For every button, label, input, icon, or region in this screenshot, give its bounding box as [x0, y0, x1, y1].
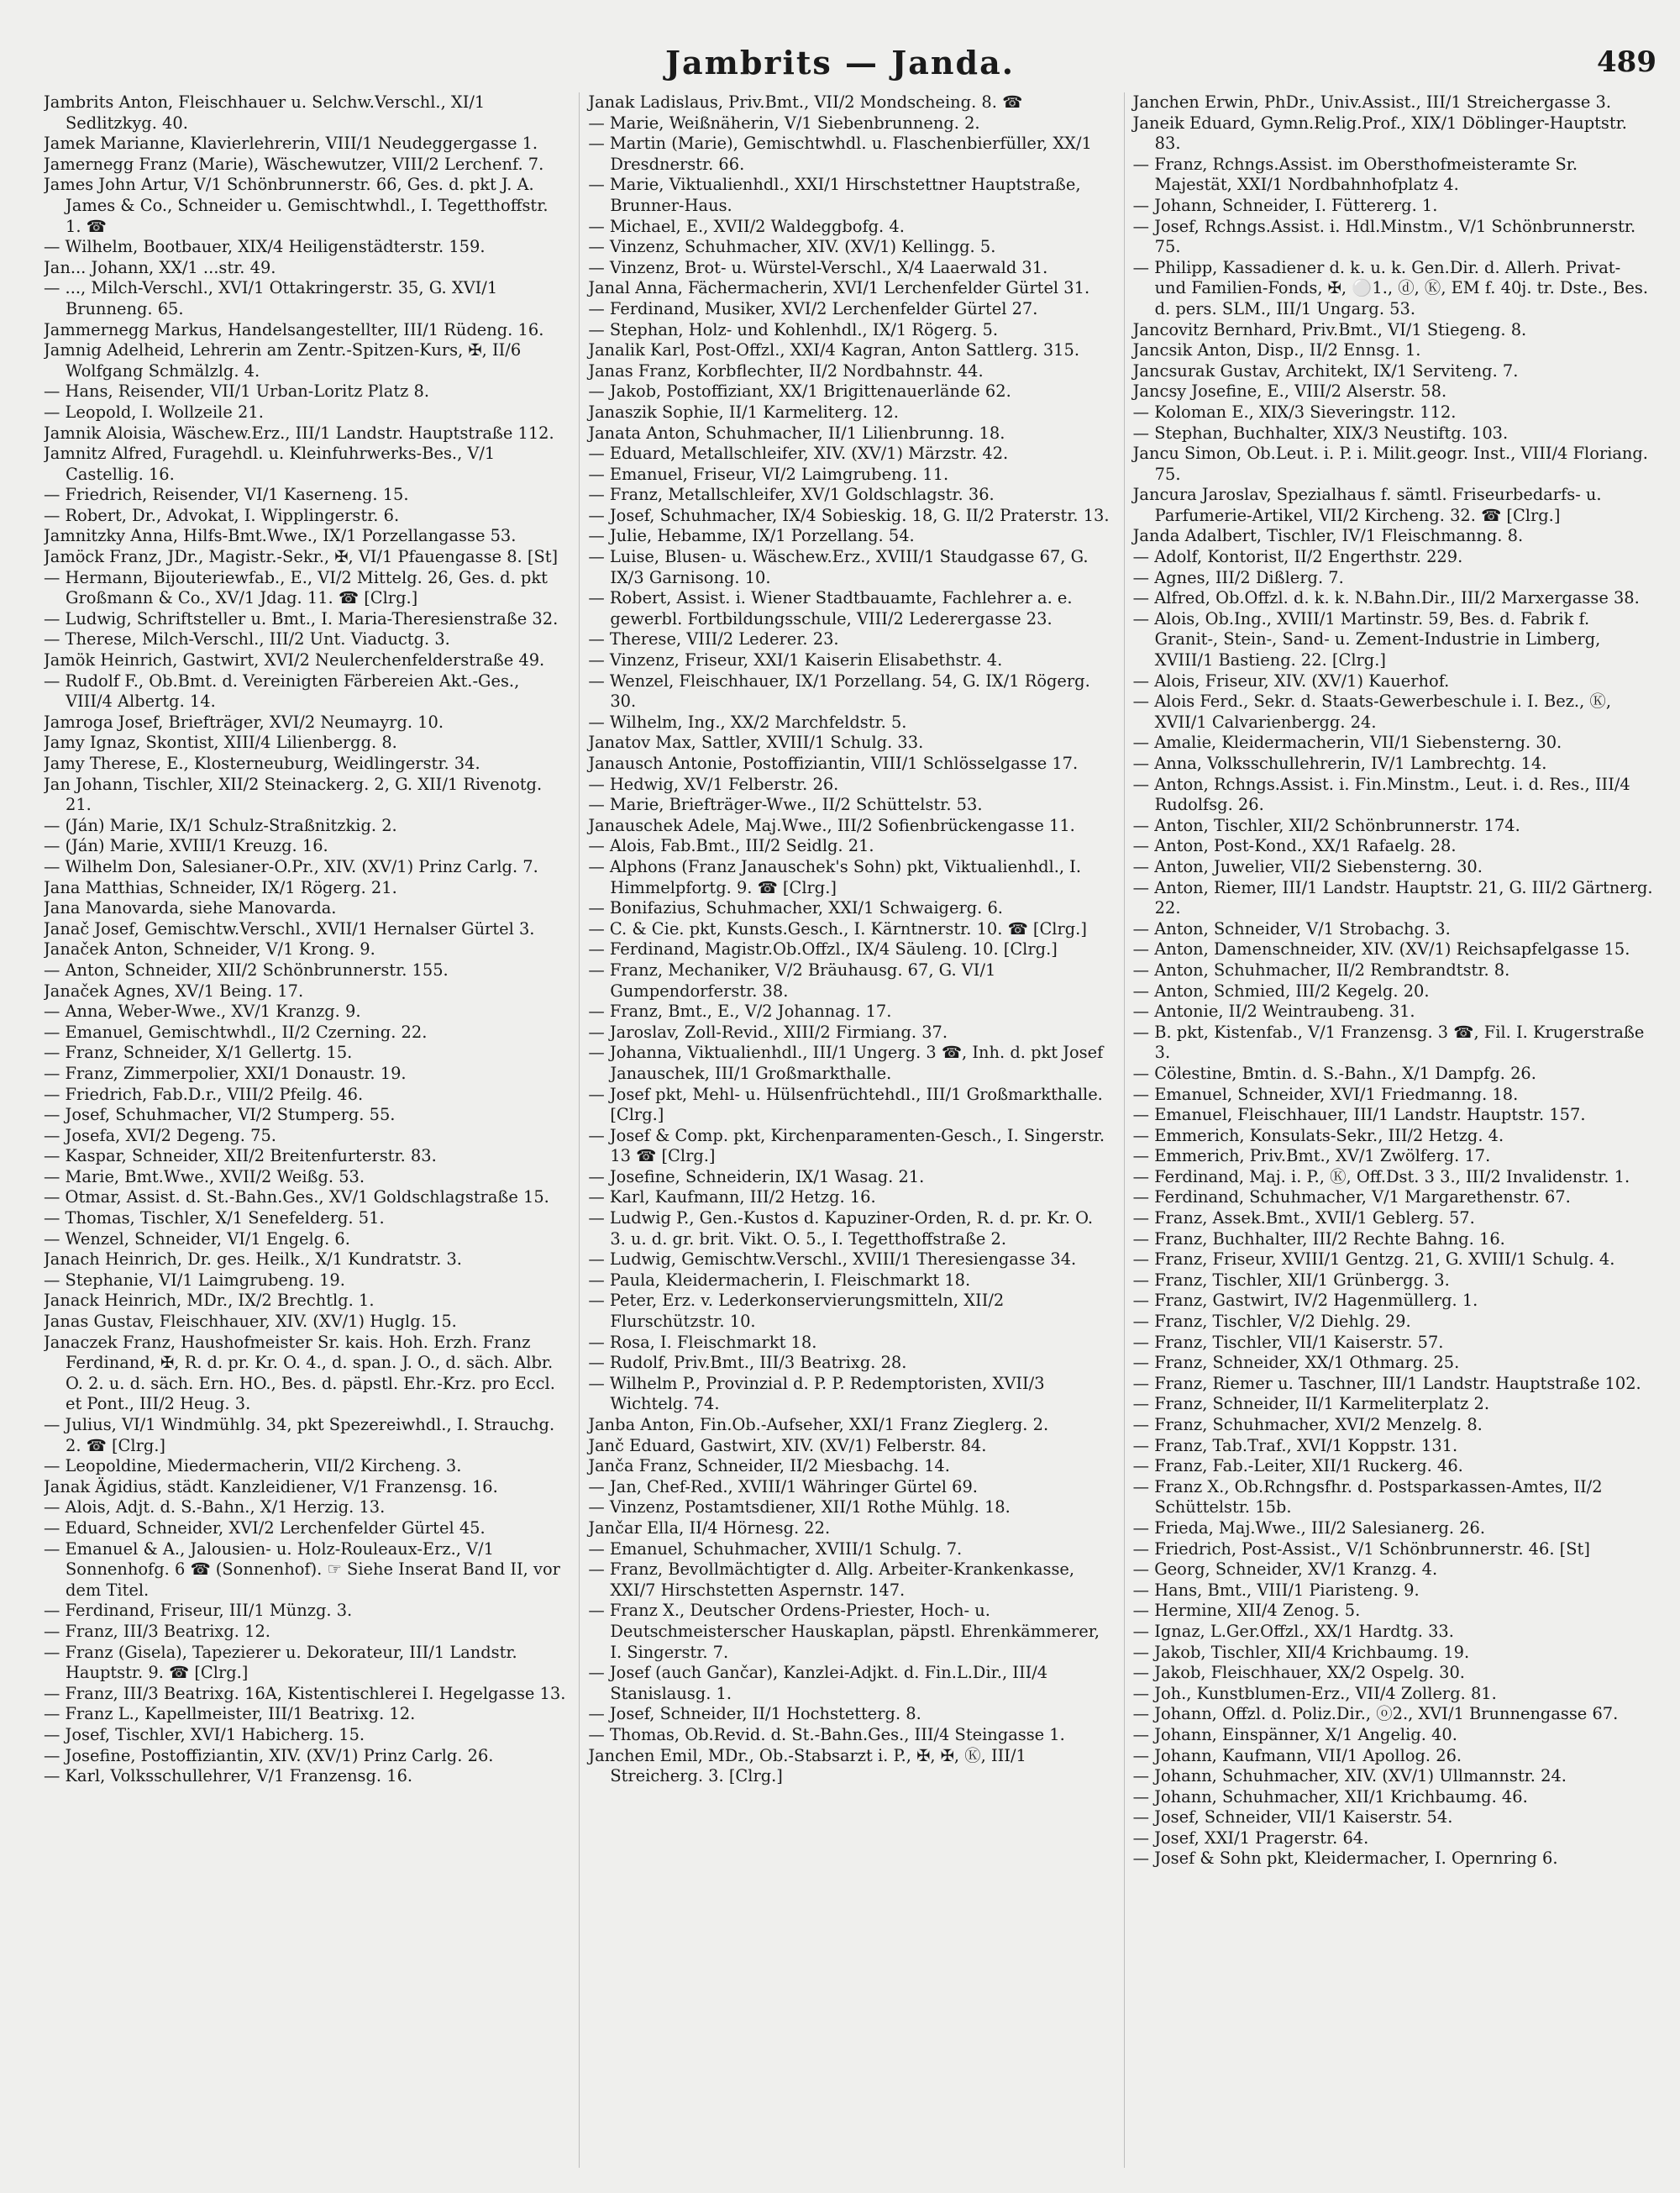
- directory-entry: — Marie, Weißnäherin, V/1 Siebenbrunneng. 2.: [588, 113, 980, 133]
- directory-entry: — Johann, Kaufmann, VII/1 Apollog. 26.: [1132, 1745, 1462, 1765]
- directory-entry: — Luise, Blusen- u. Wäschew.Erz., XVIII/1 Staudgasse 67, G. IX/3 Garnisong. 10.: [588, 547, 1089, 587]
- directory-entry: — Cölestine, Bmtin. d. S.-Bahn., X/1 Dampfg. 26.: [1132, 1063, 1536, 1083]
- directory-entry: — Josef & Comp. pkt, Kirchenparamenten-Gesch., I. Singerstr. 13 ☎ [Clrg.]: [588, 1125, 1105, 1166]
- directory-entry: — Robert, Dr., Advokat, I. Wipplingerstr. 6.: [44, 505, 400, 525]
- directory-entry: Janatov Max, Sattler, XVIII/1 Schulg. 33.: [588, 733, 924, 753]
- directory-entry: — Franz, Tischler, V/2 Diehlg. 29.: [1132, 1312, 1411, 1332]
- directory-entry: — Anton, Schneider, V/1 Strobachg. 3.: [1132, 918, 1451, 939]
- directory-entry: — Ludwig, Gemischtw.Verschl., XVIII/1 Theresiengasse 34.: [588, 1249, 1077, 1270]
- directory-entry: — Franz, Assek.Bmt., XVII/1 Geblerg. 57.: [1132, 1208, 1475, 1228]
- directory-entry: — Franz, Rchngs.Assist. im Obersthofmeisteramte Sr. Majestät, XXI/1 Nordbahnhofplatz 4.: [1132, 154, 1578, 195]
- directory-entry: — Stephan, Holz- und Kohlenhdl., IX/1 Rögerg. 5.: [588, 319, 999, 339]
- directory-entry: Janas Franz, Korbflechter, II/2 Nordbahnstr. 44.: [588, 360, 984, 381]
- directory-entry: Jamnitzky Anna, Hilfs-Bmt.Wwe., IX/1 Porzellangasse 53.: [44, 526, 517, 546]
- directory-entry: — Emanuel, Schuhmacher, XVIII/1 Schulg. 7.: [588, 1538, 963, 1559]
- directory-entry: — Franz, Gastwirt, IV/2 Hagenmüllerg. 1.: [1132, 1291, 1478, 1311]
- directory-entry: — Wilhelm, Bootbauer, XIX/4 Heiligenstädterstr. 159.: [44, 237, 486, 257]
- directory-entry: Jancsurak Gustav, Architekt, IX/1 Serviteng. 7.: [1132, 360, 1519, 381]
- directory-entry: — (Ján) Marie, XVIII/1 Kreuzg. 16.: [44, 836, 328, 856]
- directory-entry: — Alfred, Ob.Offzl. d. k. k. N.Bahn.Dir., III/2 Marxergasse 38.: [1132, 588, 1640, 608]
- directory-entry: — Franz, Mechaniker, V/2 Bräuhausg. 67, G. VI/1 Gumpendorferstr. 38.: [588, 960, 996, 1001]
- column-2: [579, 92, 1111, 2168]
- directory-entry: Jancsy Josefine, E., VIII/2 Alserstr. 58.: [1132, 381, 1447, 402]
- directory-entry: — Franz, Bevollmächtigter d. Allg. Arbeiter-Krankenkasse, XXI/7 Hirschstetten Aspernstr. 147.: [588, 1559, 1075, 1600]
- directory-entry: Janč Eduard, Gastwirt, XIV. (XV/1) Felberstr. 84.: [588, 1435, 987, 1455]
- directory-entry: — Josef & Sohn pkt, Kleidermacher, I. Opernring 6.: [1132, 1849, 1558, 1869]
- directory-entry: Janba Anton, Fin.Ob.-Aufseher, XXI/1 Franz Zieglerg. 2.: [588, 1415, 1049, 1434]
- directory-entry: — Friedrich, Reisender, VI/1 Kaserneng. 15.: [44, 485, 409, 505]
- directory-entry: — Ferdinand, Friseur, III/1 Münzg. 3.: [44, 1601, 353, 1621]
- directory-entry: — Emanuel, Fleischhauer, III/1 Landstr. Hauptstr. 157.: [1132, 1105, 1586, 1125]
- directory-entry: Janauschek Adele, Maj.Wwe., III/2 Sofienbrückengasse 11.: [588, 815, 1075, 835]
- directory-entry: Jana Manovarda, siehe Manovarda.: [44, 898, 337, 918]
- directory-entry: Janaček Anton, Schneider, V/1 Krong. 9.: [44, 939, 375, 960]
- directory-entry: — Karl, Kaufmann, III/2 Hetzg. 16.: [588, 1187, 876, 1207]
- directory-entry: — Julius, VI/1 Windmühlg. 34, pkt Spezereiwhdl., I. Strauchg. 2. ☎ [Clrg.]: [44, 1415, 555, 1455]
- directory-entry: — Alois Ferd., Sekr. d. Staats-Gewerbeschule i. I. Bez., Ⓚ, XVII/1 Calvarienbergg. 24.: [1132, 692, 1611, 732]
- page-number: 489: [1597, 45, 1656, 79]
- directory-entry: — Joh., Kunstblumen-Erz., VII/4 Zollerg. 81.: [1132, 1683, 1497, 1703]
- directory-entry: — Michael, E., XVII/2 Waldeggbofg. 4.: [588, 216, 905, 236]
- directory-entry: — Friedrich, Post-Assist., V/1 Schönbrunnerstr. 46. [St]: [1132, 1538, 1590, 1559]
- directory-entry: — Hermine, XII/4 Zenog. 5.: [1132, 1601, 1361, 1621]
- directory-entry: Jamernegg Franz (Marie), Wäschewutzer, VIII/2 Lerchenf. 7.: [44, 154, 544, 174]
- directory-entry: Jamek Marianne, Klavierlehrerin, VIII/1 Neudeggergasse 1.: [44, 134, 538, 154]
- directory-entry: — Franz, Friseur, XVIII/1 Gentzg. 21, G. XVIII/1 Schulg. 4.: [1132, 1249, 1615, 1270]
- directory-entry: Jamroga Josef, Briefträger, XVI/2 Neumayrg. 10.: [44, 712, 444, 732]
- directory-entry: — Franz, Buchhalter, III/2 Rechte Bahng. 16.: [1132, 1228, 1505, 1249]
- directory-entry: — Johann, Einspänner, X/1 Angelig. 40.: [1132, 1724, 1457, 1744]
- directory-entry: — Josef, Schuhmacher, VI/2 Stumperg. 55.: [44, 1105, 396, 1125]
- directory-entry: — Georg, Schneider, XV/1 Kranzg. 4.: [1132, 1559, 1438, 1580]
- directory-entry: Janaszik Sophie, II/1 Karmeliterg. 12.: [588, 402, 899, 422]
- directory-entry: — Wenzel, Schneider, VI/1 Engelg. 6.: [44, 1228, 350, 1249]
- directory-entry: Jančar Ella, II/4 Hörnesg. 22.: [588, 1517, 831, 1538]
- directory-entry: — Marie, Bmt.Wwe., XVII/2 Weißg. 53.: [44, 1166, 365, 1186]
- running-head: Jambrits — Janda.: [665, 44, 1015, 82]
- directory-entry: — Franz, Tischler, VII/1 Kaiserstr. 57.: [1132, 1332, 1444, 1352]
- directory-entry: Jan... Johann, XX/1 ...str. 49.: [44, 257, 276, 277]
- directory-entry: — Therese, Milch-Verschl., III/2 Unt. Viaductg. 3.: [44, 629, 450, 649]
- directory-entry: Janchen Emil, MDr., Ob.-Stabsarzt i. P., ✠, ✠, Ⓚ, III/1 Streicherg. 3. [Clrg.]: [588, 1745, 1026, 1786]
- directory-entry: — Josef pkt, Mehl- u. Hülsenfrüchtehdl., III/1 Großmarkthalle. [Clrg.]: [588, 1084, 1103, 1125]
- directory-entry: — Anton, Schneider, XII/2 Schönbrunnerstr. 155.: [44, 960, 449, 980]
- directory-entry: Janča Franz, Schneider, II/2 Miesbachg. 14.: [588, 1456, 950, 1476]
- directory-entry: — Anton, Riemer, III/1 Landstr. Hauptstr. 21, G. III/2 Gärtnerg. 22.: [1132, 877, 1653, 918]
- directory-entry: — Robert, Assist. i. Wiener Stadtbauamte, Fachlehrer a. e. gewerbl. Fortbildungsschule, VIII/2 Lederergasse 23.: [588, 588, 1073, 628]
- directory-entry: — Antonie, II/2 Weintraubeng. 31.: [1132, 1002, 1415, 1022]
- directory-entry: — Franz L., Kapellmeister, III/1 Beatrixg. 12.: [44, 1704, 416, 1724]
- directory-entry: — Josefa, XVI/2 Degeng. 75.: [44, 1125, 276, 1145]
- directory-entry: — Alois, Adjt. d. S.-Bahn., X/1 Herzig. 13.: [44, 1497, 386, 1517]
- directory-entry: — Anton, Tischler, XII/2 Schönbrunnerstr. 174.: [1132, 815, 1520, 835]
- directory-entry: — Therese, VIII/2 Lederer. 23.: [588, 629, 839, 649]
- directory-entry: — Friedrich, Fab.D.r., VIII/2 Pfeilg. 46.: [44, 1084, 364, 1104]
- directory-entry: Jambrits Anton, Fleischhauer u. Selchw.Verschl., XI/1 Sedlitzkyg. 40.: [44, 92, 486, 133]
- directory-entry: — Ferdinand, Schuhmacher, V/1 Margarethenstr. 67.: [1132, 1187, 1571, 1207]
- directory-entry: — Emanuel & A., Jalousien- u. Holz-Rouleaux-Erz., V/1 Sonnenhofg. 6 ☎ (Sonnenhof). ☞ Siehe Inserat Band II, vor dem Titel.: [44, 1538, 560, 1600]
- directory-entry: — Anton, Juwelier, VII/2 Siebensterng. 30.: [1132, 856, 1483, 876]
- directory-entry: — Rudolf F., Ob.Bmt. d. Vereinigten Färbereien Akt.-Ges., VIII/4 Albertg. 14.: [44, 671, 520, 712]
- directory-entry: — Franz, Tab.Traf., XVI/1 Koppstr. 131.: [1132, 1435, 1458, 1455]
- directory-entry: — Franz, Riemer u. Taschner, III/1 Landstr. Hauptstraße 102.: [1132, 1373, 1641, 1393]
- directory-entry: — Leopold, I. Wollzeile 21.: [44, 402, 264, 422]
- directory-entry: — Koloman E., XIX/3 Sieveringstr. 112.: [1132, 402, 1457, 422]
- directory-entry: — Johann, Schuhmacher, XII/1 Krichbaumg. 46.: [1132, 1786, 1528, 1806]
- directory-entry: — Franz, Schneider, X/1 Gellertg. 15.: [44, 1043, 353, 1063]
- column-3: [1124, 92, 1656, 2168]
- directory-entry: — Josef, Tischler, XVI/1 Habicherg. 15.: [44, 1724, 365, 1744]
- directory-entry: — Jakob, Fleischhauer, XX/2 Ospelg. 30.: [1132, 1663, 1465, 1683]
- directory-entry: — Karl, Volksschullehrer, V/1 Franzensg. 16.: [44, 1766, 413, 1786]
- directory-entry: Jana Matthias, Schneider, IX/1 Rögerg. 21.: [44, 877, 397, 897]
- directory-entry: Jancu Simon, Ob.Leut. i. P. i. Milit.geogr. Inst., VIII/4 Floriang. 75.: [1132, 444, 1648, 484]
- directory-entry: — Emmerich, Priv.Bmt., XV/1 Zwölferg. 17.: [1132, 1146, 1491, 1166]
- directory-entry: Jancovitz Bernhard, Priv.Bmt., VI/1 Stiegeng. 8.: [1132, 319, 1527, 339]
- directory-entry: — Eduard, Schneider, XVI/2 Lerchenfelder Gürtel 45.: [44, 1517, 486, 1538]
- directory-entry: — Franz, Schneider, II/1 Karmeliterplatz 2.: [1132, 1394, 1489, 1414]
- directory-entry: — Thomas, Ob.Revid. d. St.-Bahn.Ges., III/4 Steingasse 1.: [588, 1724, 1065, 1744]
- directory-entry: — Josefine, Postoffiziantin, XIV. (XV/1) Prinz Carlg. 26.: [44, 1745, 494, 1765]
- directory-entry: — Thomas, Tischler, X/1 Senefelderg. 51.: [44, 1208, 385, 1228]
- directory-entry: Janas Gustav, Fleischhauer, XIV. (XV/1) Huglg. 15.: [44, 1312, 457, 1332]
- directory-entry: — Jakob, Tischler, XII/4 Krichbaumg. 19.: [1132, 1642, 1470, 1662]
- directory-entry: — Anton, Schuhmacher, II/2 Rembrandtstr. 8.: [1132, 960, 1510, 980]
- directory-entry: Jamök Heinrich, Gastwirt, XVI/2 Neulerchenfelderstraße 49.: [44, 650, 545, 671]
- directory-entry: Janata Anton, Schuhmacher, II/1 Lilienbrunng. 18.: [588, 423, 1005, 443]
- directory-entry: — Alois, Fab.Bmt., III/2 Seidlg. 21.: [588, 836, 874, 856]
- directory-entry: — Anton, Damenschneider, XIV. (XV/1) Reichsapfelgasse 15.: [1132, 939, 1630, 960]
- directory-entry: — Franz, Zimmerpolier, XXI/1 Donaustr. 19.: [44, 1063, 407, 1083]
- directory-entry: — Vinzenz, Friseur, XXI/1 Kaiserin Elisabethstr. 4.: [588, 650, 1003, 671]
- directory-entry: — Johann, Schneider, I. Füttererg. 1.: [1132, 195, 1438, 215]
- directory-entry: — Josef, Schneider, VII/1 Kaiserstr. 54.: [1132, 1807, 1453, 1828]
- directory-entry: — Martin (Marie), Gemischtwhdl. u. Flaschenbierfüller, XX/1 Dresdnerstr. 66.: [588, 134, 1092, 174]
- directory-entry: — Otmar, Assist. d. St.-Bahn.Ges., XV/1 Goldschlagstraße 15.: [44, 1187, 549, 1207]
- directory-entry: — B. pkt, Kistenfab., V/1 Franzensg. 3 ☎, Fil. I. Krugerstraße 3.: [1132, 1022, 1645, 1063]
- directory-entry: Janda Adalbert, Tischler, IV/1 Fleischmanng. 8.: [1132, 526, 1524, 546]
- directory-entry: — Anna, Volksschullehrerin, IV/1 Lambrechtg. 14.: [1132, 754, 1547, 773]
- directory-entry: — Josef (auch Gančar), Kanzlei-Adjkt. d. Fin.L.Dir., III/4 Stanislausg. 1.: [588, 1663, 1048, 1703]
- directory-entry: — Wilhelm, Ing., XX/2 Marchfeldstr. 5.: [588, 712, 907, 732]
- directory-entry: — Emanuel, Schneider, XVI/1 Friedmanng. 18.: [1132, 1084, 1519, 1104]
- directory-entry: Jancura Jaroslav, Spezialhaus f. sämtl. Friseurbedarfs- u. Parfumerie-Artikel, VII/2 Kircheng. 32. ☎ [Clrg.]: [1132, 485, 1602, 525]
- directory-entry: — Hedwig, XV/1 Felberstr. 26.: [588, 774, 839, 794]
- directory-entry: — Rudolf, Priv.Bmt., III/3 Beatrixg. 28.: [588, 1353, 907, 1373]
- directory-entry: — Hans, Bmt., VIII/1 Piaristeng. 9.: [1132, 1580, 1420, 1600]
- directory-entry: Janeik Eduard, Gymn.Relig.Prof., XIX/1 Döblinger-Hauptstr. 83.: [1132, 113, 1627, 154]
- column-1: [44, 92, 567, 2168]
- directory-entry: — Wilhelm P., Provinzial d. P. P. Redemptoristen, XVII/3 Wichtelg. 74.: [588, 1373, 1045, 1414]
- directory-entry: — Wilhelm Don, Salesianer-O.Pr., XIV. (XV/1) Prinz Carlg. 7.: [44, 856, 538, 876]
- directory-entry: — Ferdinand, Magistr.Ob.Offzl., IX/4 Säuleng. 10. [Clrg.]: [588, 939, 1058, 960]
- directory-entry: — Emanuel, Friseur, VI/2 Laimgrubeng. 11.: [588, 464, 949, 484]
- directory-entry: Janač Josef, Gemischtw.Verschl., XVII/1 Hernalser Gürtel 3.: [44, 918, 535, 939]
- directory-entry: Janaček Agnes, XV/1 Being. 17.: [44, 981, 304, 1001]
- directory-entry: — Josef, Rchngs.Assist. i. Hdl.Minstm., V/1 Schönbrunnerstr. 75.: [1132, 216, 1636, 257]
- directory-entry: Janak Ägidius, städt. Kanzleidiener, V/1 Franzensg. 16.: [44, 1476, 498, 1496]
- directory-entry: — Eduard, Metallschleifer, XIV. (XV/1) Märzstr. 42.: [588, 444, 1009, 464]
- directory-entry: — Agnes, III/2 Dißlerg. 7.: [1132, 567, 1344, 587]
- directory-entry: — Vinzenz, Schuhmacher, XIV. (XV/1) Kellingg. 5.: [588, 237, 996, 257]
- directory-entry: — Johann, Schuhmacher, XIV. (XV/1) Ullmannstr. 24.: [1132, 1766, 1567, 1786]
- directory-entry: — Emmerich, Konsulats-Sekr., III/2 Hetzg. 4.: [1132, 1125, 1504, 1145]
- directory-entry: — Kaspar, Schneider, XII/2 Breitenfurterstr. 83.: [44, 1146, 437, 1166]
- directory-entry: — Josef, XXI/1 Pragerstr. 64.: [1132, 1828, 1369, 1848]
- directory-entry: — (Ján) Marie, IX/1 Schulz-Straßnitzkig. 2.: [44, 815, 397, 835]
- directory-entry: — Jakob, Postoffiziant, XX/1 Brigittenauerlände 62.: [588, 381, 1011, 402]
- directory-entry: — Rosa, I. Fleischmarkt 18.: [588, 1332, 817, 1352]
- directory-entry: — ..., Milch-Verschl., XVI/1 Ottakringerstr. 35, G. XVI/1 Brunneng. 65.: [44, 278, 498, 318]
- directory-entry: James John Artur, V/1 Schönbrunnerstr. 66, Ges. d. pkt J. A. James & Co., Schneider u. Gemischtwhdl., I. Tegetthoffstr. 1. ☎: [44, 175, 549, 236]
- directory-entry: Jamnik Aloisia, Wäschew.Erz., III/1 Landstr. Hauptstraße 112.: [44, 423, 554, 443]
- directory-entry: — Julie, Hebamme, IX/1 Porzellang. 54.: [588, 526, 915, 546]
- directory-entry: — Marie, Briefträger-Wwe., II/2 Schüttelstr. 53.: [588, 795, 983, 815]
- directory-entry: — Leopoldine, Miedermacherin, VII/2 Kircheng. 3.: [44, 1456, 462, 1476]
- directory-entry: — Ferdinand, Maj. i. P., Ⓚ, Off.Dst. 3 3., III/2 Invalidenstr. 1.: [1132, 1166, 1630, 1186]
- directory-entry: — Franz, Schuhmacher, XVI/2 Menzelg. 8.: [1132, 1415, 1483, 1434]
- directory-entry: — Bonifazius, Schuhmacher, XXI/1 Schwaigerg. 6.: [588, 898, 1003, 918]
- directory-entry: — Alois, Ob.Ing., XVIII/1 Martinstr. 59, Bes. d. Fabrik f. Granit-, Stein-, Sand- u. Zement-Industrie in Limberg, XVIII/1 Bastieng. 22. [Clrg.]: [1132, 608, 1601, 671]
- directory-entry: — Peter, Erz. v. Lederkonservierungsmitteln, XII/2 Flurschützstr. 10.: [588, 1291, 1005, 1332]
- directory-entry: Janchen Erwin, PhDr., Univ.Assist., III/1 Streichergasse 3.: [1132, 92, 1612, 112]
- directory-entry: Jamy Ignaz, Skontist, XIII/4 Lilienbergg. 8.: [44, 733, 397, 753]
- directory-entry: Janalik Karl, Post-Offzl., XXI/4 Kagran, Anton Sattlerg. 315.: [588, 340, 1079, 360]
- directory-entry: — Josef, Schuhmacher, IX/4 Sobieskig. 18, G. II/2 Praterstr. 13.: [588, 505, 1110, 525]
- entry-columns: [44, 92, 1656, 2168]
- directory-entry: — Hermann, Bijouteriewfab., E., VI/2 Mittelg. 26, Ges. d. pkt Großmann & Co., XV/1 Jdag. 11. ☎ [Clrg.]: [44, 567, 548, 608]
- directory-entry: — Wenzel, Fleischhauer, IX/1 Porzellang. 54, G. IX/1 Rögerg. 30.: [588, 671, 1090, 712]
- directory-entry: — Alois, Friseur, XIV. (XV/1) Kauerhof.: [1132, 671, 1450, 691]
- directory-entry: Janack Heinrich, MDr., IX/2 Brechtlg. 1.: [44, 1291, 375, 1311]
- directory-entry: — Amalie, Kleidermacherin, VII/1 Siebensterng. 30.: [1132, 733, 1562, 753]
- directory-entry: Jamöck Franz, JDr., Magistr.-Sekr., ✠, VI/1 Pfauengasse 8. [St]: [44, 547, 559, 567]
- directory-entry: — Ludwig P., Gen.-Kustos d. Kapuziner-Orden, R. d. pr. Kr. O. 3. u. d. gr. brit. Vikt. O. 5., I. Tegetthoffstraße 2.: [588, 1208, 1094, 1249]
- directory-entry: Jamnig Adelheid, Lehrerin am Zentr.-Spitzen-Kurs, ✠, II/6 Wolfgang Schmälzlg. 4.: [44, 340, 522, 381]
- directory-entry: Jancsik Anton, Disp., II/2 Ennsg. 1.: [1132, 340, 1421, 360]
- directory-entry: Janausch Antonie, Postoffiziantin, VIII/1 Schlösselgasse 17.: [588, 754, 1079, 773]
- directory-entry: — C. & Cie. pkt, Kunsts.Gesch., I. Kärntnerstr. 10. ☎ [Clrg.]: [588, 918, 1087, 939]
- directory-entry: — Josefine, Schneiderin, IX/1 Wasag. 21.: [588, 1166, 925, 1186]
- directory-entry: — Franz X., Deutscher Ordens-Priester, Hoch- u. Deutschmeisterscher Hauskaplan, päpstl. Ehrenkämmerer, I. Singerstr. 7.: [588, 1601, 1100, 1662]
- directory-entry: — Emanuel, Gemischtwhdl., II/2 Czerning. 22.: [44, 1022, 428, 1042]
- directory-entry: Janak Ladislaus, Priv.Bmt., VII/2 Mondscheing. 8. ☎: [588, 92, 1023, 112]
- directory-entry: Jan Johann, Tischler, XII/2 Steinackerg. 2, G. XII/1 Rivenotg. 21.: [44, 774, 543, 815]
- directory-entry: — Ignaz, L.Ger.Offzl., XX/1 Hardtg. 33.: [1132, 1621, 1454, 1641]
- directory-entry: — Hans, Reisender, VII/1 Urban-Loritz Platz 8.: [44, 381, 429, 402]
- directory-entry: — Franz, III/3 Beatrixg. 12.: [44, 1621, 270, 1641]
- directory-entry: Jamy Therese, E., Klosterneuburg, Weidlingerstr. 34.: [44, 754, 480, 773]
- directory-entry: — Anton, Rchngs.Assist. i. Fin.Minstm., Leut. i. d. Res., III/4 Rudolfsg. 26.: [1132, 774, 1630, 815]
- directory-entry: — Franz, Schneider, XX/1 Othmarg. 25.: [1132, 1353, 1460, 1373]
- directory-entry: — Paula, Kleidermacherin, I. Fleischmarkt 18.: [588, 1270, 971, 1290]
- directory-entry: Janal Anna, Fächermacherin, XVI/1 Lerchenfelder Gürtel 31.: [588, 278, 1090, 298]
- directory-entry: Janach Heinrich, Dr. ges. Heilk., X/1 Kundratstr. 3.: [44, 1249, 462, 1270]
- directory-entry: Janaczek Franz, Haushofmeister Sr. kais. Hoh. Erzh. Franz Ferdinand, ✠, R. d. pr. Kr. O. 4., d. span. J. O., d. säch. Albr. O. 2. u. d. säch. Ern. HO., Bes. d. päpstl. Ehr.-Krz. pro Eccl. et Pont., III/2 Heug. 3.: [44, 1332, 555, 1414]
- directory-entry: — Philipp, Kassadiener d. k. u. k. Gen.Dir. d. Allerh. Privat- und Familien-Fonds, ✠, ⚪1., ⓓ, Ⓚ, EM f. 40j. tr. Dste., Bes. d. pers. SLM., III/1 Ungarg. 53.: [1132, 257, 1648, 318]
- directory-entry: Jamnitz Alfred, Furagehdl. u. Kleinfuhrwerks-Bes., V/1 Castellig. 16.: [44, 444, 496, 484]
- directory-entry: — Jaroslav, Zoll-Revid., XIII/2 Firmiang. 37.: [588, 1022, 948, 1042]
- directory-entry: — Stephan, Buchhalter, XIX/3 Neustiftg. 103.: [1132, 423, 1509, 443]
- directory-entry: — Johann, Offzl. d. Poliz.Dir., ⓞ2., XVI/1 Brunnengasse 67.: [1132, 1704, 1619, 1724]
- directory-entry: — Marie, Viktualienhdl., XXI/1 Hirschstettner Hauptstraße, Brunner-Haus.: [588, 175, 1081, 215]
- directory-entry: — Franz (Gisela), Tapezierer u. Dekorateur, III/1 Landstr. Hauptstr. 9. ☎ [Clrg.]: [44, 1642, 517, 1683]
- directory-entry: — Anton, Schmied, III/2 Kegelg. 20.: [1132, 981, 1430, 1001]
- directory-entry: — Franz, III/3 Beatrixg. 16A, Kistentischlerei I. Hegelgasse 13.: [44, 1683, 566, 1703]
- directory-entry: — Franz, Tischler, XII/1 Grünbergg. 3.: [1132, 1270, 1450, 1290]
- directory-entry: — Anna, Weber-Wwe., XV/1 Kranzg. 9.: [44, 1002, 361, 1022]
- directory-entry: — Franz X., Ob.Rchngsfhr. d. Postsparkassen-Amtes, II/2 Schüttelstr. 15b.: [1132, 1476, 1603, 1517]
- directory-entry: — Jan, Chef-Red., XVIII/1 Währinger Gürtel 69.: [588, 1476, 978, 1496]
- directory-entry: — Vinzenz, Postamtsdiener, XII/1 Rothe Mühlg. 18.: [588, 1497, 1011, 1517]
- page-header: [0, 40, 1680, 91]
- directory-entry: — Johanna, Viktualienhdl., III/1 Ungerg. 3 ☎, Inh. d. pkt Josef Janauschek, III/1 Großmarkthalle.: [588, 1043, 1104, 1083]
- directory-entry: — Alphons (Franz Janauschek's Sohn) pkt, Viktualienhdl., I. Himmelpfortg. 9. ☎ [Clrg.]: [588, 856, 1082, 897]
- directory-entry: — Ludwig, Schriftsteller u. Bmt., I. Maria-Theresienstraße 32.: [44, 608, 559, 628]
- directory-entry: — Anton, Post-Kond., XX/1 Rafaelg. 28.: [1132, 836, 1457, 856]
- directory-entry: — Frieda, Maj.Wwe., III/2 Salesianerg. 26.: [1132, 1517, 1486, 1538]
- directory-entry: — Ferdinand, Musiker, XVI/2 Lerchenfelder Gürtel 27.: [588, 298, 1038, 318]
- directory-entry: — Franz, Bmt., E., V/2 Johannag. 17.: [588, 1002, 892, 1022]
- directory-entry: — Vinzenz, Brot- u. Würstel-Verschl., X/4 Laaerwald 31.: [588, 257, 1048, 277]
- directory-entry: — Josef, Schneider, II/1 Hochstetterg. 8.: [588, 1704, 921, 1724]
- directory-entry: — Stephanie, VI/1 Laimgrubeng. 19.: [44, 1270, 345, 1290]
- directory-entry: — Adolf, Kontorist, II/2 Engerthstr. 229.: [1132, 547, 1463, 567]
- directory-entry: — Franz, Fab.-Leiter, XII/1 Ruckerg. 46.: [1132, 1456, 1463, 1476]
- directory-entry: Jammernegg Markus, Handelsangestellter, III/1 Rüdeng. 16.: [44, 319, 544, 339]
- directory-entry: — Franz, Metallschleifer, XV/1 Goldschlagstr. 36.: [588, 485, 995, 505]
